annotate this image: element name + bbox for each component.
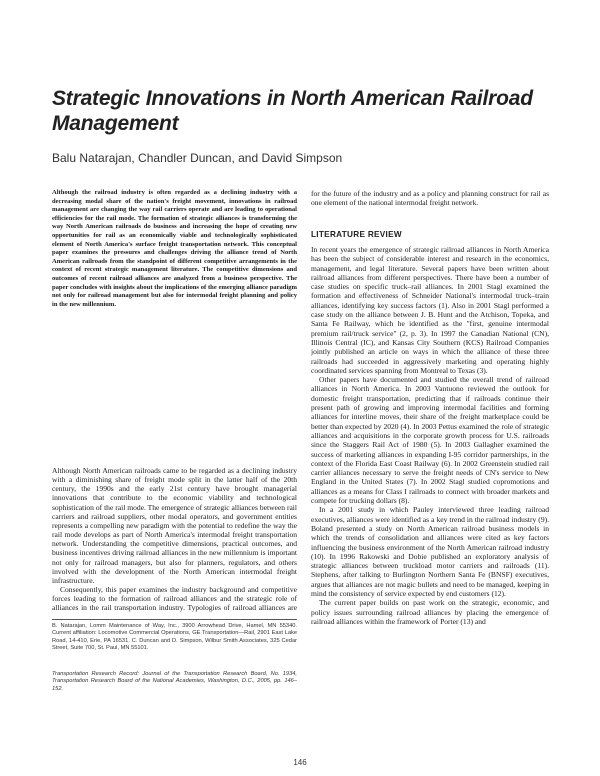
body-paragraph: for the future of the industry and as a policy and planning construct for rail as one element of the national intermodal freight network. bbox=[311, 189, 549, 208]
right-column-intro bbox=[311, 189, 549, 219]
citation-footnote: Transportation Research Record: Journal of the Transportation Research Board, No. 1934, Transportation Research Board of the National Academies, Washington, D.C., 2005, pp. 146–152. bbox=[52, 671, 297, 692]
paper-title: Strategic Innovations in North American Railroad Management bbox=[52, 87, 533, 135]
body-paragraph: Consequently, this paper examines the industry background and competitive forces leading to the formation of railroad alliances and the strategic role of alliances in the rail transportation industry. Typologies of railroad alliances are bbox=[52, 585, 297, 613]
abstract: Although the railroad industry is often regarded as a declining industry with a decreasing modal share of the nation's freight movement, innovations in railroad management are changing the way rail carriers operate and are leading to operational efficiencies for the rail mode. The formation of strategic alliances is transforming the way North American railroads do business and increasing the hope of creating new opportunities for rail as an economically viable and technologically sophisticated element of North America's surface freight transportation network. This conceptual paper examines the pressures and challenges driving the alliance trend of North American railroads from the standpoint of different competitive arrangements in the context of recent strategic management literature. The competitive dimensions and outcomes of recent railroad alliances are analyzed from a business perspective. The paper concludes with insights about the implications of the emerging alliance paradigm not only for railroad management but also for intermodal freight planning and policy in the new millennium. bbox=[52, 189, 297, 308]
right-column-body bbox=[311, 245, 549, 753]
body-paragraph: In recent years the emergence of strategic railroad alliances in North America has been the subject of considerable interest and research in the economics, management, and legal literature. Several papers have been written about railroad alliances from different perspectives. There have been a number of case studies on specific truck–rail alliances. In 2001 Stagl examined the formation and effectiveness of Schneider National's intermodal truck–train alliances, identifying key success factors (1). Also in 2001 Stagl performed a case study on the alliance between J. B. Hunt and the Atchison, Topeka, and Santa Fe Railway, which he identified as the "first, genuine intermodal premium rail/truck service" (2, p. 3). In 1997 the Canadian National (CN), Illinois Central (IC), and Kansas City Southern (KCS) Railroad Companies jointly published an article on ways in which the alliance of these three railroads had succeeded in aggressively marketing and operating highly coordinated services spanning from Montreal to Texas (3). bbox=[311, 245, 549, 375]
body-paragraph: The current paper builds on past work on the strategic, economic, and policy issues surrounding railroad alliances by placing the emergence of railroad alliances within the framework of Porter (13) and bbox=[311, 598, 549, 626]
page-number: 146 bbox=[293, 758, 307, 767]
section-heading-literature-review: LITERATURE REVIEW bbox=[311, 230, 402, 239]
body-paragraph: Other papers have documented and studied the overall trend of railroad alliances in North America. In 2003 Vantuono reviewed the outlook for domestic freight transportation, predicting that if railroads continue their present path of growing and improving intermodal facilities and forming alliances for interline moves, their share of the freight marketplace could be better than expected by 2020 (4). In 2003 Pettus examined the role of strategic alliances and acquisitions in the corporate growth process for U.S. railroads since the Staggers Rail Act of 1980 (5). In 2003 Gallagher examined the success of marketing alliances in expanding I-95 corridor partnerships, in the context of the Florida East Coast Railway (6). In 2002 Greenstein studied rail carrier alliances necessary to serve the freight needs of CN's service to New England in the United States (7). In 2002 Stagl studied copromotions and alliances as a means for Class I railroads to connect with broader markets and compete for trucking dollars (8). bbox=[311, 375, 549, 506]
body-paragraph: In a 2001 study in which Pauley interviewed three leading railroad executives, alliances were identified as a key trend in the railroad industry (9). Boland presented a study on North American railroad business models in which the trends of consolidation and alliances were cited as key factors influencing the business environment of the North American railroad industry (10). In 1996 Rakowski and Dobie published an exploratory analysis of strategic alliances between truckload motor carriers and railroads (11). Stephens, after talking to Burlington Northern Santa Fe (BNSF) executives, argues that alliances are not magic bullets and need to be managed, keeping in mind the consistency of service expected by end customers (12). bbox=[311, 505, 549, 598]
author-list: Balu Natarajan, Chandler Duncan, and David Simpson bbox=[52, 151, 343, 165]
author-affiliations-footnote: B. Natarajan, Lomm Maintenance of Way, Inc., 3900 Arrowhead Drive, Hamel, MN 55340. Current affiliation: Locomotive Commercial Operations, GE Transportation—Rail, 2901 East Lake Road, 14-410, Erie, PA 16531. C. Duncan and D. Simpson, Wilbur Smith Associates, 325 Cedar Street, Suite 700, St. Paul, MN 55101. bbox=[52, 623, 297, 652]
footnote-divider bbox=[52, 619, 297, 620]
left-column-body bbox=[52, 466, 297, 614]
body-paragraph: Although North American railroads came to be regarded as a declining industry with a diminishing share of freight mode split in the latter half of the 20th century, the 1990s and the early 21st century have brought managerial innovations that contribute to the economic viability and technological sophistication of the rail mode. The emergence of strategic alliances between rail carriers and railroad suppliers, other modal operators, and government entities represents a compelling new paradigm with the potential to redefine the way the rail mode develops as part of North America's intermodal freight transportation network. Understanding the competitive dimensions, practical outcomes, and business incentives driving railroad alliances in the new millennium is important not only for railroad managers, but also for planners, regulators, and others involved with the development of the North American intermodal freight infrastructure. bbox=[52, 466, 297, 585]
